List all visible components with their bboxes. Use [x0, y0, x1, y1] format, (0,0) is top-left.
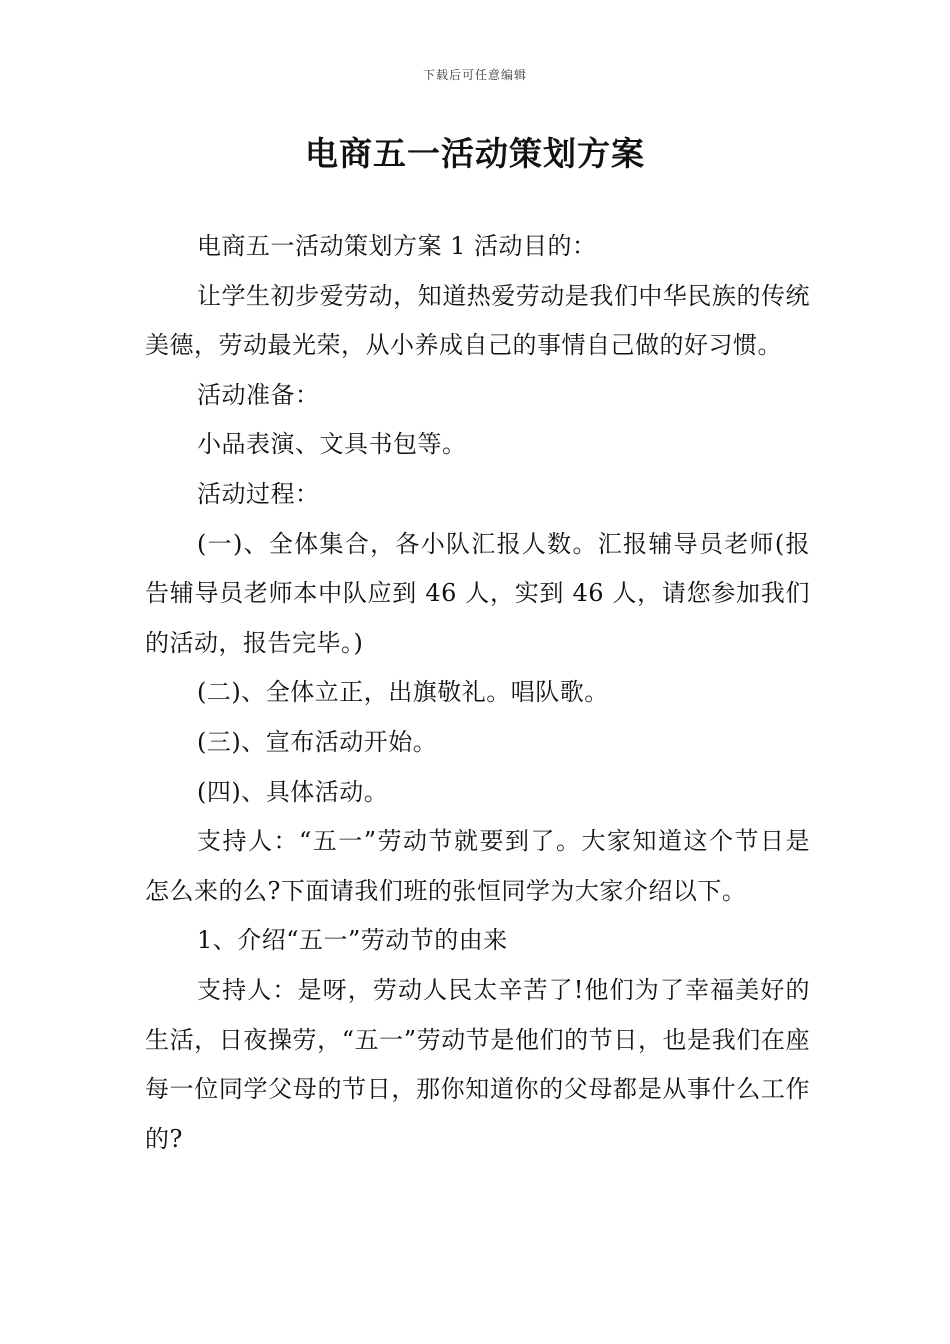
paragraph-3: 活动准备： [197, 380, 320, 409]
document-body [145, 222, 810, 1164]
paragraph-4: 小品表演、文具书包等。 [197, 430, 467, 459]
paragraph-8: (三)、宣布活动开始。 [197, 727, 438, 756]
paragraph-2: 让学生初步爱劳动，知道热爱劳动是我们中华民族的传统美德，劳动最光荣，从小养成自己的事情自己做的好习惯。 [145, 281, 810, 360]
paragraph-12: 支持人：是呀，劳动人民太辛苦了!他们为了幸福美好的生活，日夜操劳，“五一”劳动节是他们的节日，也是我们在座每一位同学父母的节日，那你知道你的父母都是从事什么工作的? [145, 975, 810, 1153]
paragraph-7: (二)、全体立正，出旗敬礼。唱队歌。 [197, 678, 609, 707]
paragraph-9: (四)、具体活动。 [197, 777, 389, 806]
paragraph-10: 支持人：“五一”劳动节就要到了。大家知道这个节日是怎么来的么?下面请我们班的张恒同学为大家介绍以下。 [145, 827, 810, 905]
header-note: 下载后可任意编辑 [422, 68, 527, 82]
paragraph-1: 电商五一活动策划方案 1 活动目的： [197, 232, 597, 260]
paragraph-5: 活动过程： [197, 479, 320, 508]
paragraph-6: (一)、全体集合，各小队汇报人数。汇报辅导员老师(报告辅导员老师本中队应到 46 人，实到 46 人，请您参加我们的活动，报告完毕。) [145, 529, 810, 657]
paragraph-11: 1、介绍“五一”劳动节的由来 [197, 926, 508, 955]
document-title: 电商五一活动策划方案 [305, 134, 645, 173]
